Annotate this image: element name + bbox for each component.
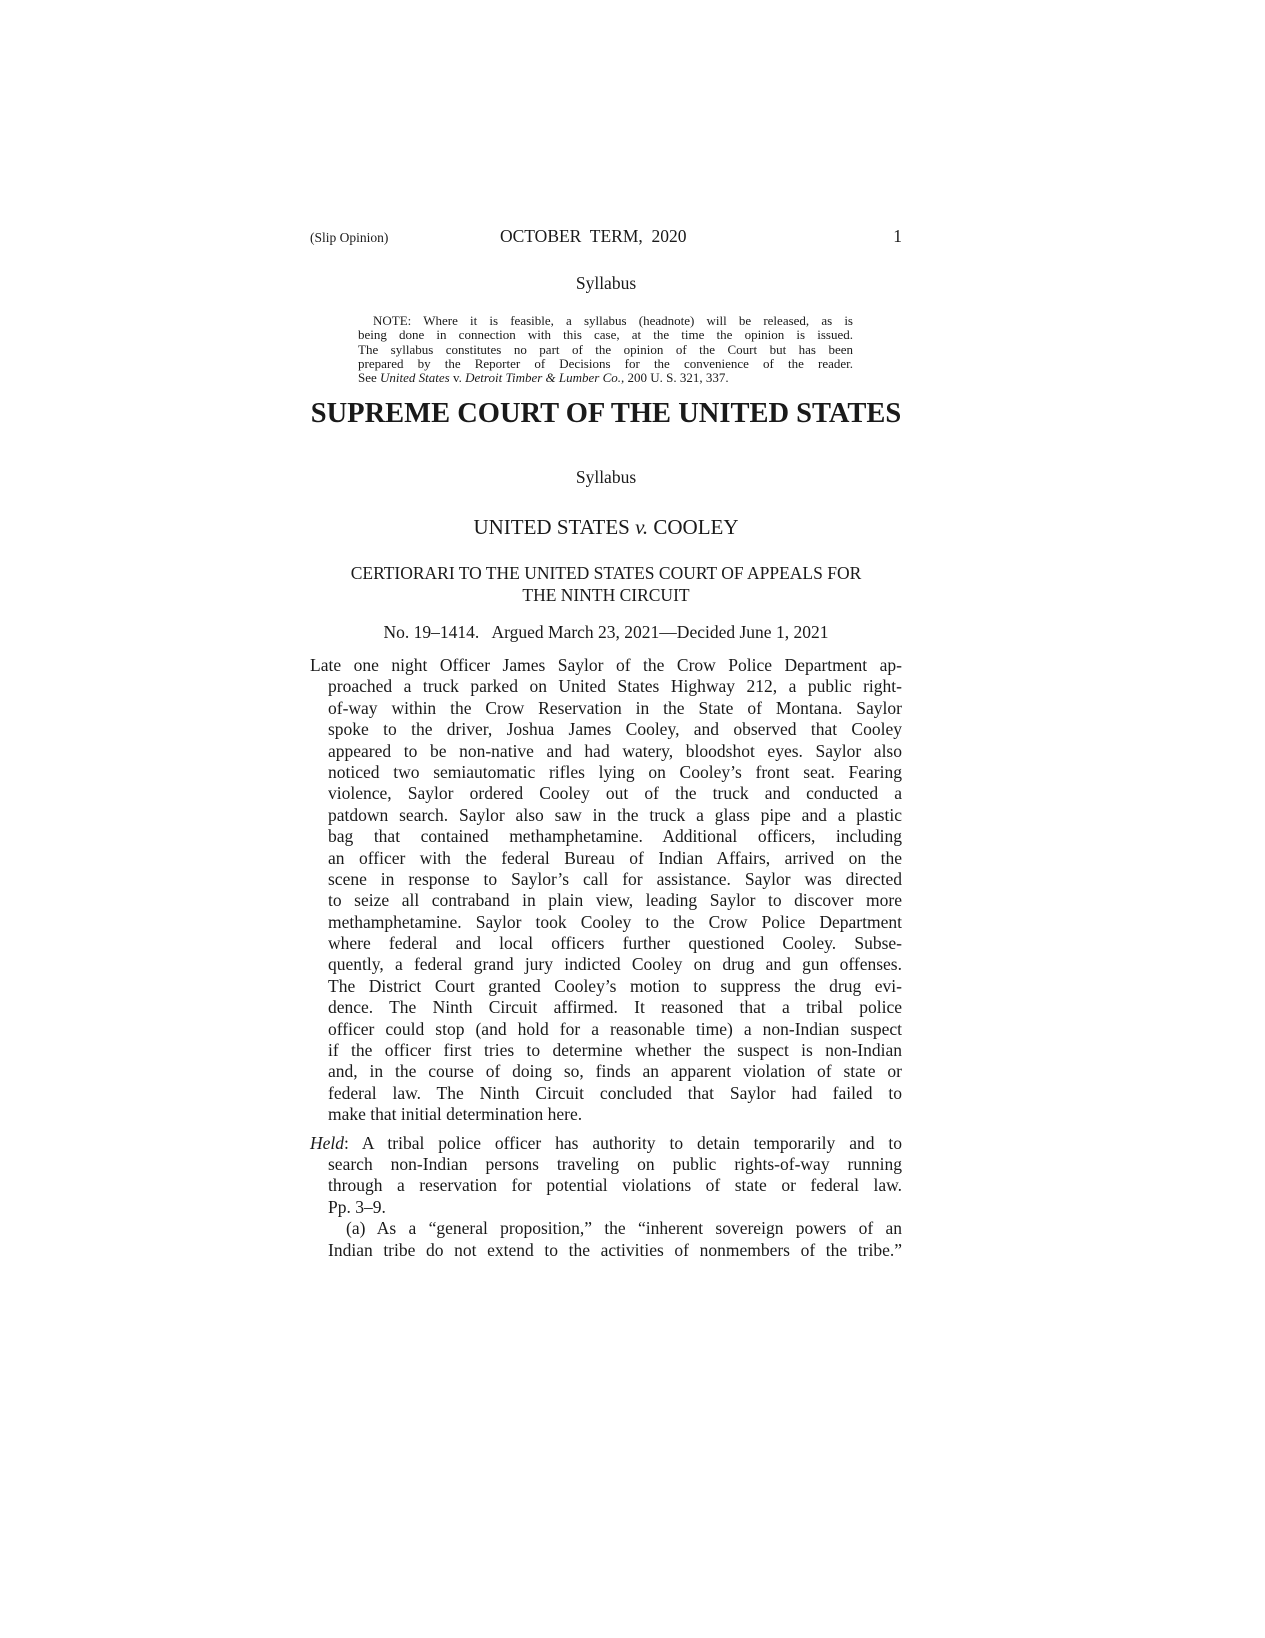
certiorari-heading bbox=[300, 562, 912, 606]
court-title: SUPREME COURT OF THE UNITED STATES bbox=[310, 398, 902, 429]
docket-line: No. 19–1414. Argued March 23, 2021—Decided June 1, 2021 bbox=[383, 622, 829, 642]
text-line: noticed two semiautomatic rifles lying on Cooley’s front seat. Fearing bbox=[328, 761, 902, 782]
case-title bbox=[310, 515, 902, 540]
text-line: officer could stop (and hold for a reasonable time) a non-Indian suspect bbox=[328, 1018, 902, 1039]
text-line: Pp. 3–9. bbox=[328, 1196, 386, 1217]
text-line: where federal and local officers further questioned Cooley. Subse- bbox=[328, 933, 902, 954]
text-line: of-way within the Crow Reservation in the State of Montana. Saylor bbox=[328, 697, 902, 718]
note-case-party: United States bbox=[380, 370, 450, 386]
text-line: The District Court granted Cooley’s motion to suppress the drug evi- bbox=[328, 975, 902, 996]
note-line: The syllabus constitutes no part of the opinion of the Court but has been bbox=[358, 341, 853, 357]
facts-paragraph bbox=[310, 655, 902, 1261]
held-first-line bbox=[310, 1133, 902, 1154]
slip-opinion-label: (Slip Opinion) bbox=[310, 230, 389, 245]
text-line: methamphetamine. Saylor took Cooley to the Crow Police Department bbox=[328, 911, 902, 932]
case-party: UNITED STATES bbox=[473, 515, 636, 539]
text-line: scene in response to Saylor’s call for assistance. Saylor was directed bbox=[328, 868, 902, 889]
syllabus-heading: Syllabus bbox=[575, 467, 637, 487]
note-see: See bbox=[358, 370, 381, 386]
text-line: quently, a federal grand jury indicted Cooley on drug and gun offenses. bbox=[328, 954, 902, 975]
case-party: COOLEY bbox=[648, 515, 739, 539]
running-header bbox=[310, 226, 902, 248]
text-line: through a reservation for potential violations of state or federal law. bbox=[328, 1175, 902, 1196]
text-line: dence. The Ninth Circuit affirmed. It reasoned that a tribal police bbox=[328, 997, 902, 1018]
text-line: to seize all contraband in plain view, leading Saylor to discover more bbox=[328, 890, 902, 911]
page-number: 1 bbox=[893, 226, 902, 246]
held-paragraph bbox=[310, 1133, 902, 1219]
held-label: Held bbox=[310, 1132, 345, 1153]
text-line: an officer with the federal Bureau of Indian Affairs, arrived on the bbox=[328, 847, 902, 868]
text-line: patdown search. Saylor also saw in the truck a glass pipe and a plastic bbox=[328, 804, 902, 825]
text-line: search non-Indian persons traveling on public rights-of-way running bbox=[328, 1153, 902, 1174]
held-text: : A tribal police officer has authority to detain temporarily and to bbox=[344, 1132, 902, 1153]
text-line: proached a truck parked on United States Highway 212, a public right- bbox=[328, 676, 902, 697]
held-continuation bbox=[328, 1154, 902, 1218]
text-line: make that initial determination here. bbox=[328, 1104, 583, 1125]
text-line: violence, Saylor ordered Cooley out of the truck and conducted a bbox=[328, 783, 902, 804]
facts-continuation bbox=[328, 676, 902, 1125]
note-line: being done in connection with this case, at the time the opinion is issued. bbox=[358, 327, 853, 343]
certiorari-line: THE NINTH CIRCUIT bbox=[522, 585, 690, 605]
text-line: and, in the course of doing so, finds an apparent violation of state or bbox=[328, 1061, 902, 1082]
note-citation: 200 U. S. 321, 337. bbox=[624, 370, 729, 386]
text-line: spoke to the driver, Joshua James Cooley, and observed that Cooley bbox=[328, 719, 902, 740]
point-a-paragraph bbox=[328, 1218, 902, 1261]
note-citation-line bbox=[358, 371, 853, 385]
note-line: prepared by the Reporter of Decisions for the convenience of the reader. bbox=[358, 355, 853, 371]
syllabus-heading-top: Syllabus bbox=[575, 273, 637, 293]
text-line: Late one night Officer James Saylor of the Crow Police Department ap- bbox=[310, 655, 902, 675]
text-line: (a) As a “general proposition,” the “inherent sovereign powers of an bbox=[346, 1218, 902, 1239]
text-line: Indian tribe do not extend to the activities of nonmembers of the tribe.” bbox=[328, 1239, 902, 1260]
term-label: OCTOBER TERM, 2020 bbox=[500, 226, 687, 246]
text-line: appeared to be non-native and had watery, bloodshot eyes. Saylor also bbox=[328, 740, 902, 761]
text-line: if the officer first tries to determine whether the suspect is non-Indian bbox=[328, 1040, 902, 1061]
text-line: federal law. The Ninth Circuit concluded that Saylor had failed to bbox=[328, 1082, 902, 1103]
case-versus: v. bbox=[635, 515, 649, 539]
note-case-party: Detroit Timber & Lumber Co., bbox=[465, 370, 625, 386]
certiorari-line: CERTIORARI TO THE UNITED STATES COURT OF APPEALS FOR bbox=[350, 563, 862, 583]
syllabus-note bbox=[358, 314, 853, 385]
note-line: NOTE: Where it is feasible, a syllabus (headnote) will be released, as is bbox=[373, 313, 853, 328]
note-versus: v. bbox=[449, 370, 466, 386]
text-line: bag that contained methamphetamine. Additional officers, including bbox=[328, 826, 902, 847]
